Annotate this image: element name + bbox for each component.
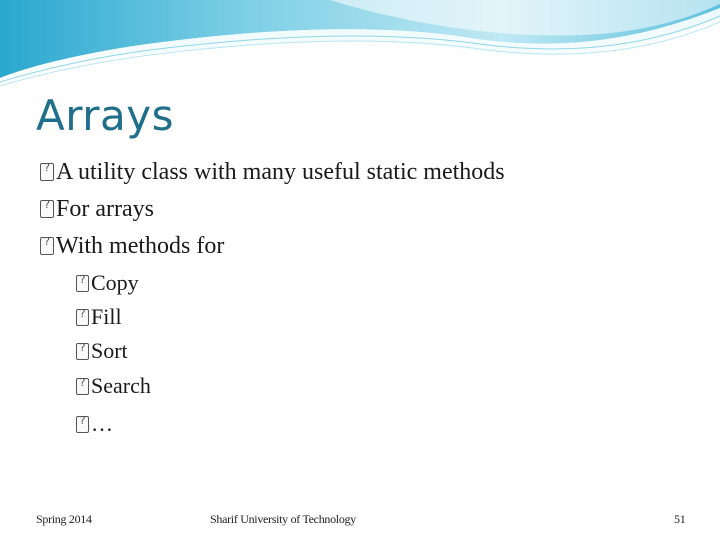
bullet-text: … (91, 411, 113, 436)
bullet-subitem (76, 372, 151, 400)
bullet-item (40, 231, 224, 261)
slide-title: Arrays (36, 91, 175, 140)
unknown-glyph-box-icon (40, 237, 54, 255)
footer-page-number: 51 (674, 512, 686, 526)
unknown-glyph-box-icon (76, 343, 89, 360)
bullet-subitem (76, 337, 128, 365)
footer-organization: Sharif University of Technology (210, 512, 356, 526)
footer-date: Spring 2014 (36, 512, 92, 526)
bullet-item (40, 157, 505, 187)
bullet-text: Search (91, 373, 151, 398)
bullet-item (40, 194, 154, 224)
unknown-glyph-box-icon (40, 200, 54, 218)
bullet-text: For arrays (56, 195, 154, 222)
bullet-text: Copy (91, 270, 139, 295)
unknown-glyph-box-icon (76, 275, 89, 292)
unknown-glyph-box-icon (76, 416, 89, 433)
bullet-text: With methods for (56, 232, 225, 259)
bullet-subitem (76, 410, 113, 438)
bullet-text: Fill (91, 304, 122, 329)
bullet-text: Sort (91, 338, 128, 363)
unknown-glyph-box-icon (40, 163, 54, 181)
bullet-subitem (76, 269, 139, 297)
unknown-glyph-box-icon (76, 309, 89, 326)
bullet-text: A utility class with many useful static methods (56, 158, 505, 185)
bullet-subitem (76, 303, 122, 331)
unknown-glyph-box-icon (76, 378, 89, 395)
